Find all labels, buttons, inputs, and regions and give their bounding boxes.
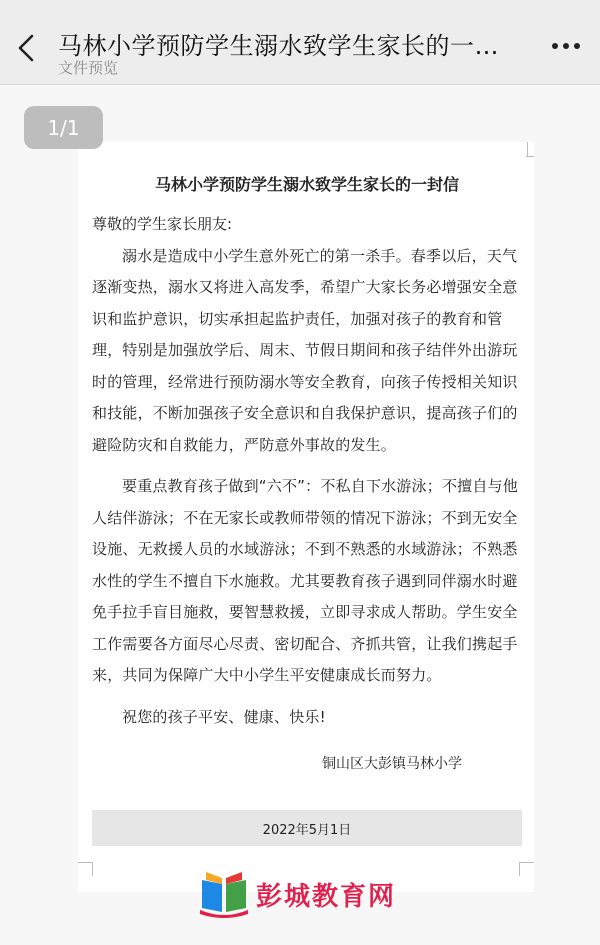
chevron-left-icon xyxy=(12,28,42,68)
watermark-text: 彭城教育网 xyxy=(256,882,397,912)
closing-wish: 祝您的孩子平安、健康、快乐! xyxy=(122,707,326,726)
top-navigation-bar xyxy=(0,0,600,85)
watermark-logo xyxy=(196,866,416,920)
paragraph: 溺水是造成中小学生意外死亡的第一杀手。春季以后，天气逐渐变热，溺水又将进入高发季，希望广大家长务必增强安全意识和监护意识，切实承担起监护责任，加强对孩子的教育和管理，特别是加强放学后、周末、节假日期间和孩子结伴外出游玩时的管理，经常进行预防溺水等安全教育，向孩子传授相关知识和技能，不断加强孩子安全意识和自我保护意识，提高孩子们的避险防灾和自救能力，严防意外事故的发生。 xyxy=(92,246,518,454)
signature: 铜山区大彭镇马林小学 xyxy=(322,756,462,772)
window-title: 马林小学预防学生溺水致学生家长的一… xyxy=(58,32,499,60)
more-dots-icon xyxy=(550,38,582,54)
page-corner-mark xyxy=(520,862,534,863)
book-logo-icon xyxy=(196,866,252,920)
page-indicator: 1/1 xyxy=(24,106,103,149)
document-date: 2022年5月1日 xyxy=(262,822,352,838)
paragraph: 要重点教育孩子做到“六不”：不私自下水游泳；不擅自与他人结伴游泳；不在无家长或教师带领的情况下游泳；不到无安全设施、无救援人员的水域游泳；不到不熟悉的水域游泳；不熟悉水性的学生不擅自下水施救。尤其要教育孩子遇到同伴溺水时避免手拉手盲目施救，要智慧救援，立即寻求成人帮助。学生安全工作需要各方面尽心尽责、密切配合、齐抓共管，让我们携起手来，共同为保障广大中小学生平安健康成长而努力。 xyxy=(92,477,518,684)
back-button[interactable] xyxy=(12,28,42,68)
window-subtitle: 文件预览 xyxy=(58,59,119,77)
page-corner-mark xyxy=(78,862,92,863)
page-corner-mark xyxy=(526,156,534,157)
more-button[interactable] xyxy=(550,38,582,54)
page-corner-mark xyxy=(92,862,93,876)
page-corner-mark xyxy=(519,862,520,876)
document-body xyxy=(92,160,522,777)
page-corner-mark xyxy=(527,142,528,156)
date-line xyxy=(92,810,522,846)
document-title: 马林小学预防学生溺水致学生家长的一封信 xyxy=(154,175,459,194)
greeting: 尊敬的学生家长朋友: xyxy=(92,215,233,233)
